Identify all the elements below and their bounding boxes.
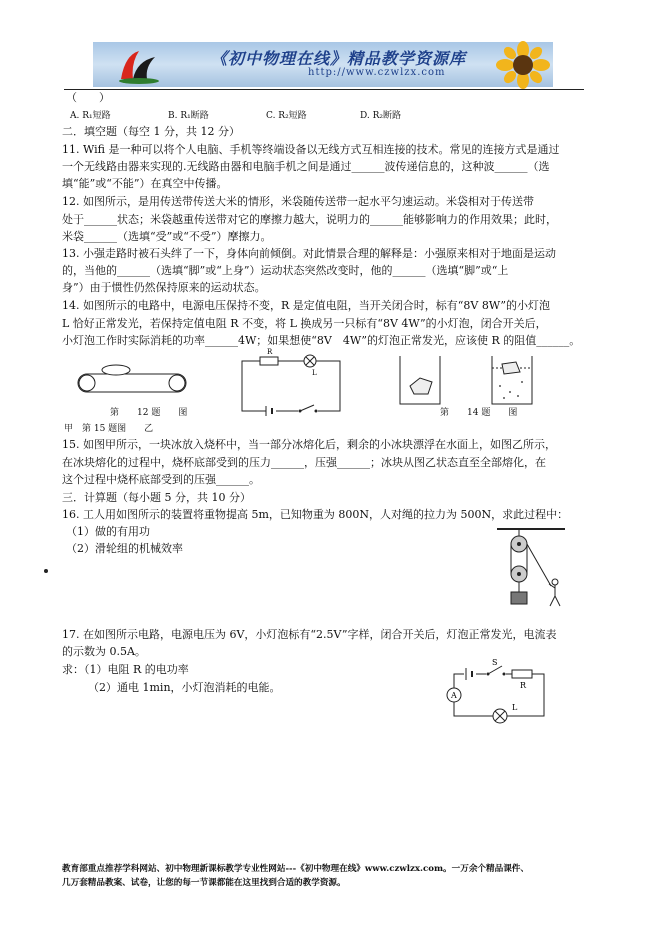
pulley-figure [495,526,575,608]
fig14-caption: 第 14 题 图 [440,408,518,418]
q15-line-3: 这个过程中烧杯底部受到的压强______。 [62,473,260,486]
section3-title: 三．计算题（每小题 5 分，共 10 分） [62,491,251,504]
beaker-b-figure [488,352,536,410]
q16-line-1: 16. 工人用如图所示的装置将重物提高 5m，已知物重为 800N，人对绳的拉力为 500N，求此过程中： [62,508,569,521]
q17-line-2: 的示数为 0.5A。 [62,645,146,658]
q13-line-1: 13. 小强走路时被石头绊了一下，身体向前倾倒。对此情景合理的解释是：小强原来相对于地面是运动 [62,247,556,260]
q15-line-1: 15. 如图甲所示，一块冰放入烧杯中，当一部分冰熔化后，剩余的小冰块漂浮在水面上，如图乙所示， [62,438,556,451]
q10-option-d: D. R₂断路 [360,111,402,121]
q14-resistor-label: R [267,348,273,356]
q16-line-2: （1）做的有用功 [66,525,150,538]
footer-line-1: 教育部重点推荐学科网站、初中物理新课标教学专业性网站---《初中物理在线》www.czwlzx.com。一万余个精品课件、 [62,864,529,874]
q12-line-2: 处于______状态；米袋越重传送带对它的摩擦力越大，说明力的______能够影响力的作用效果；此时， [62,213,557,226]
q14-line-3: 小灯泡工作时实际消耗的功率______4W；如果想使“8V 4W”的灯泡正常发光，应该使 R 的阻值______。 [62,334,581,347]
header-rule [64,89,584,90]
q14-circuit-figure [236,348,346,417]
beaker-a-figure [396,352,444,410]
sunflower-icon [493,42,553,87]
q10-option-a: A. R₁短路 [70,111,111,121]
banner-title: 《初中物理在线》精品教学资源库 [211,49,467,68]
q15-line-2: 在冰块熔化的过程中，烧杯底部受到的压力______，压强______；冰块从图乙状态直至全部熔化，在 [62,456,546,469]
q14-line-1: 14. 如图所示的电路中，电源电压保持不变，R 是定值电阻，当开关闭合时，标有“8V 8W”的小灯泡 [62,299,550,312]
footer-line-2: 几万套精品教案、试卷，让您的每一节课都能在这里找到合适的教学资源。 [62,878,346,888]
q10-option-b: B. R₁断路 [168,111,209,121]
q10-paren: （ ） [66,91,110,104]
q17-ammeter-label: A [451,691,457,700]
q16-line-3: （2）滑轮组的机械效率 [66,542,183,555]
q11-line-1: 11. Wifi 是一种可以将个人电脑、手机等终端设备以无线方式互相连接的技术。常见的连接方式是通过 [62,143,560,156]
q14-lamp-label: L [312,369,317,377]
q10-option-c: C. R₂短路 [266,111,307,121]
q11-line-2: 一个无线路由器来实现的.无线路由器和电脑手机之间是通过______波传递信息的，这种波______（选 [62,160,550,173]
q13-line-3: 身”）由于惯性仍然保持原来的运动状态。 [62,281,266,294]
q12-line-3: 米袋______（选填“受”或“不受”）摩擦力。 [62,230,272,243]
banner-url[interactable]: http://www.czwlzx.com [308,67,446,78]
q14-line-2: L 恰好正常发光，若保持定值电阻 R 不变，将 L 换成另一只标有“8V 4W”的小灯泡，闭合开关后， [62,317,547,330]
site-logo-icon [115,45,163,85]
header-banner [93,42,553,87]
q17-line-1: 17. 在如图所示电路，电源电压为 6V，小灯泡标有“2.5V”字样，闭合开关后，灯泡正常发光，电流表 [62,628,557,641]
section2-title: 二．填空题（每空 1 分，共 12 分） [62,125,240,138]
bullet-dot [44,569,48,573]
q17-resistor-label: R [520,681,527,690]
q17-circuit-figure [440,660,550,726]
q17-line-3: 求：（1）电阻 R 的电功率 [62,663,189,676]
q17-line-4: （2）通电 1min，小灯泡消耗的电能。 [88,681,281,694]
q17-lamp-label: L [512,703,518,712]
q12-line-1: 12. 如图所示，是用传送带传送大米的情形，米袋随传送带一起水平匀速运动。米袋相对于传送带 [62,195,534,208]
q17-switch-label: S [492,658,498,667]
fig15-caption: 甲 第 15 题图 乙 [64,424,154,434]
q11-line-3: 填“能”或“不能”）在真空中传播。 [62,177,228,190]
q13-line-2: 的，当他的______（选填“脚”或“上身”）运动状态突然改变时，他的______（选填“脚”或“上 [62,264,509,277]
conveyor-figure [74,360,194,400]
fig12-caption: 第 12 题 图 [110,408,188,418]
